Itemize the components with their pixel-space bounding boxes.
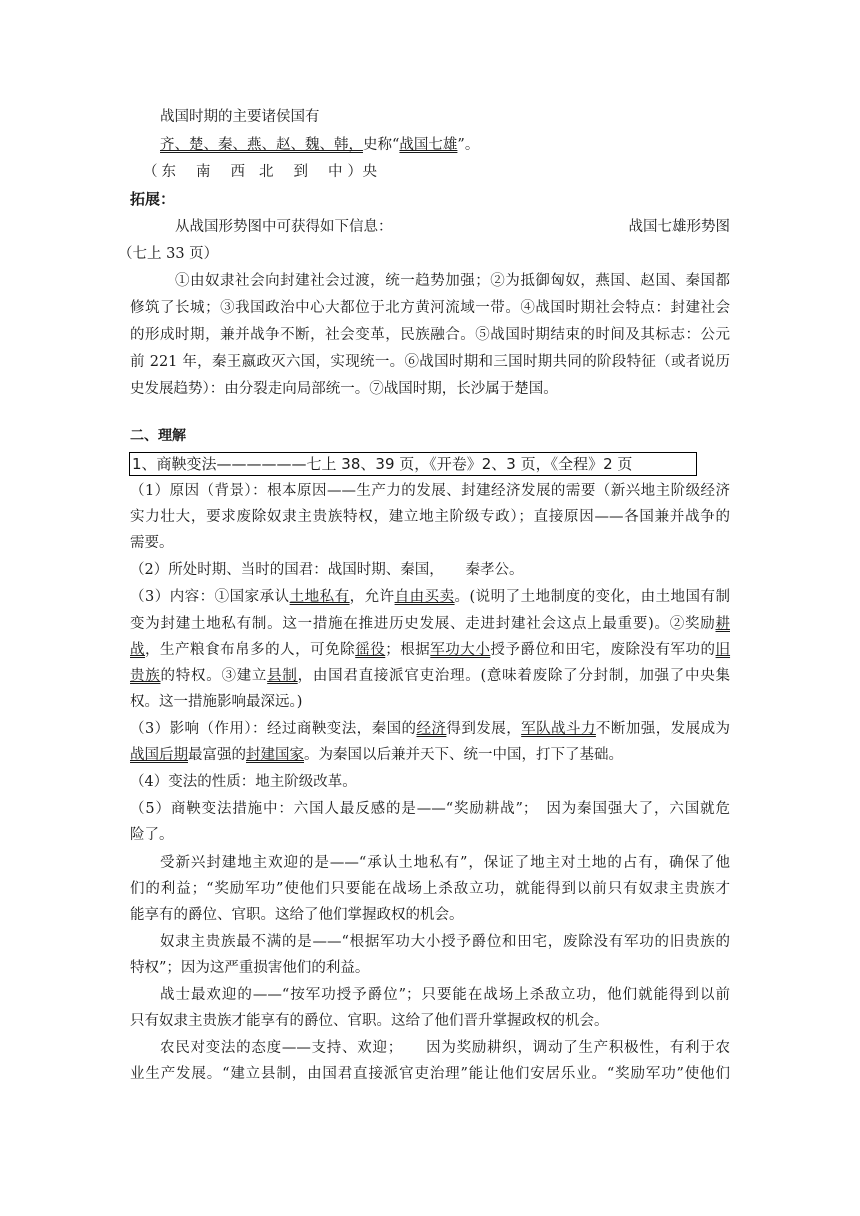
cause-line: （1）原因（背景）：根本原因——生产力的发展、封建经济发展的需要（新兴地主阶级经济 bbox=[130, 483, 730, 499]
content-line bbox=[130, 587, 730, 607]
ext-line: 的形成时期，兼并战争不断，社会变革，民族融合。⑤战国时期结束的时间及其标志：公元 bbox=[130, 327, 730, 343]
landlord-line: 受新兴封建地主欢迎的是——“承认土地私有”，保证了地主对土地的占有，确保了他 bbox=[160, 855, 730, 871]
map-title: 战国七雄形势图 bbox=[628, 219, 730, 235]
direction-word: 南 bbox=[196, 164, 211, 180]
key-term: 经济 bbox=[416, 721, 447, 737]
shang-yang-box-title: 1、商鞅变法——————七上 38、39 页，《开卷》2、3 页，《全程》2 页 bbox=[129, 452, 697, 476]
info-line bbox=[175, 217, 730, 237]
text: 授予爵位和田宅，废除没有军功的 bbox=[490, 642, 716, 658]
cause-line: 实力壮大，要求废除奴隶主贵族特权，建立地主阶级专政）；直接原因——各国兼并战争的 bbox=[130, 509, 730, 525]
direction-order bbox=[158, 162, 377, 182]
text: （3）内容：①国家承认 bbox=[130, 589, 290, 605]
seven-states-list: 齐、楚、秦、燕、赵、魏、韩， bbox=[160, 137, 363, 153]
content-line: 权。这一措施影响最深远。) bbox=[130, 694, 303, 710]
text: ，生产粮食布帛多的人，可免除 bbox=[145, 642, 356, 658]
text: （3）影响（作用）：经过商鞅变法，秦国的 bbox=[130, 721, 417, 737]
key-term: 战 bbox=[130, 642, 146, 658]
close-quote: ”。 bbox=[457, 137, 480, 153]
effect-line bbox=[130, 745, 730, 765]
page-ref: （七上 33 页） bbox=[118, 246, 219, 262]
seven-heroes-term: 战国七雄 bbox=[399, 137, 458, 153]
key-term: 封建国家 bbox=[246, 747, 304, 763]
key-term: 贵族 bbox=[130, 668, 161, 684]
landlord-line: 们的利益；“奖励军功”使他们只要能在战场上杀敌立功，就能得到以前只有奴隶主贵族才 bbox=[130, 881, 730, 897]
text: ，由国君直接派官吏治理。(意味着废除了分封制，加强了中央集 bbox=[297, 668, 731, 684]
peasants-line: 业生产发展。“建立县制，由国君直接派官吏治理”能让他们安居乐业。“奖励军功”使他们 bbox=[130, 1066, 730, 1082]
cause-line: 需要。 bbox=[130, 535, 174, 551]
key-term: 自由买卖 bbox=[394, 589, 455, 605]
effect-line bbox=[130, 719, 730, 739]
text: 变为封建土地私有制。这一措施在推进历史发展、走进封建社会这点上最重要)。②奖励 bbox=[130, 616, 716, 632]
direction-word: 北 bbox=[259, 164, 274, 180]
ext-line: 前 221 年，秦王嬴政灭六国，实现统一。⑥战国时期和三国时期共同的阶段特征（或者说历 bbox=[130, 354, 730, 370]
measures-line: 险了。 bbox=[130, 827, 174, 843]
key-term: 土地私有 bbox=[289, 589, 350, 605]
period-line: （2）所处时期、当时的国君：战国时期、秦国， 秦孝公。 bbox=[130, 562, 524, 578]
direction-word: 央 bbox=[362, 164, 377, 180]
direction-word: 中 bbox=[328, 164, 343, 180]
ext-line: 修筑了长城；③我国政治中心大都位于北方黄河流域一带。④战国时期社会特点：封建社会 bbox=[130, 300, 730, 316]
landlord-line: 能享有的爵位、官职。这给了他们掌握政权的机会。 bbox=[130, 907, 464, 923]
called-text: 史称“ bbox=[363, 137, 400, 153]
ext-line: 史发展趋势）：由分裂走向局部统一。⑦战国时期，长沙属于楚国。 bbox=[130, 381, 558, 397]
text: 最富强的 bbox=[188, 747, 246, 763]
text: 。(说明了土地制度的变化，由土地国有制 bbox=[454, 589, 731, 605]
direction-word: 到 bbox=[293, 164, 308, 180]
text: ；根据 bbox=[385, 642, 431, 658]
text: 得到发展， bbox=[446, 721, 522, 737]
nobles-line: 特权”；因为这严重损害他们的利益。 bbox=[130, 960, 370, 976]
order-open: （ bbox=[143, 164, 158, 180]
soldiers-line: 战士最欢迎的——“按军功授予爵位”；只要能在战场上杀敌立功，他们就能得到以前 bbox=[160, 987, 730, 1003]
text: 不断加强，发展成为 bbox=[595, 721, 731, 737]
key-term: 徭役 bbox=[355, 642, 386, 658]
key-term: 县制 bbox=[267, 668, 298, 684]
intro-text: 战国时期的主要诸侯国有 bbox=[160, 109, 320, 125]
direction-word: 东 bbox=[161, 164, 176, 180]
nobles-line: 奴隶主贵族最不满的是——“根据军功大小授予爵位和田宅，废除没有军功的旧贵族的 bbox=[160, 934, 730, 950]
key-term: 战国后期 bbox=[130, 747, 188, 763]
content-line bbox=[130, 614, 730, 634]
ext-line: ①由奴隶社会向封建社会过渡，统一趋势加强；②为抵御匈奴，燕国、赵国、秦国都 bbox=[175, 273, 730, 289]
order-line bbox=[143, 162, 743, 182]
info-left: 从战国形势图中可获得如下信息： bbox=[175, 219, 393, 235]
key-term: 军功大小 bbox=[430, 642, 491, 658]
nature-line: （4）变法的性质：地主阶级改革。 bbox=[130, 774, 357, 790]
text: ，允许 bbox=[349, 589, 395, 605]
content-line bbox=[130, 640, 730, 660]
order-close: ） bbox=[347, 164, 362, 180]
extension-heading: 拓展： bbox=[130, 190, 176, 208]
peasants-line: 农民对变法的态度——支持、欢迎； 因为奖励耕织，调动了生产积极性，有利于农 bbox=[160, 1040, 730, 1056]
text: 。为秦国以后兼并天下、统一中国，打下了基础。 bbox=[304, 747, 623, 763]
key-term: 耕 bbox=[715, 616, 730, 632]
soldiers-line: 只有奴隶主贵族才能享有的爵位、官职。这给了他们晋升掌握政权的机会。 bbox=[130, 1013, 609, 1029]
key-term: 军队战斗力 bbox=[521, 721, 596, 737]
content-line bbox=[130, 666, 730, 686]
section-heading: 二、理解 bbox=[130, 428, 186, 444]
direction-word: 西 bbox=[230, 164, 245, 180]
states-line bbox=[160, 135, 730, 155]
measures-line: （5）商鞅变法措施中：六国人最反感的是——“奖励耕战”； 因为秦国强大了，六国就危 bbox=[130, 801, 730, 817]
key-term: 旧 bbox=[715, 642, 731, 658]
intro-line bbox=[160, 107, 730, 127]
text: 的特权。③建立 bbox=[160, 668, 268, 684]
